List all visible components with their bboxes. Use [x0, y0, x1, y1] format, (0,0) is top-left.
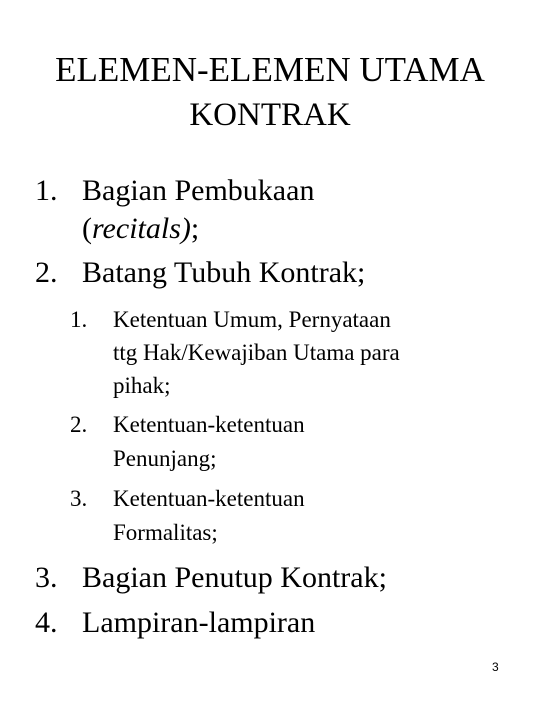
list-item-text: Batang Tubuh Kontrak;: [82, 256, 366, 289]
list-item-text: Lampiran-lampiran: [82, 606, 316, 639]
list-item-number: 3.: [35, 561, 58, 594]
recitals-term: recitals): [92, 212, 191, 245]
sublist-item-2-line-2: Penunjang;: [113, 446, 217, 471]
list-item-number: 1.: [35, 174, 58, 207]
page-number: 3: [492, 660, 499, 674]
list-item-text: Bagian Pembukaan: [82, 174, 315, 207]
sublist-item-text: Ketentuan Umum, Pernyataan: [113, 307, 391, 332]
sublist-item-text: Ketentuan-ketentuan: [113, 486, 305, 511]
sublist-item-number: 3.: [70, 486, 88, 511]
sublist-item-text: Ketentuan-ketentuan: [113, 412, 305, 437]
list-item-1-continuation: [82, 211, 199, 247]
list-item-text: Bagian Penutup Kontrak;: [82, 561, 387, 594]
sublist-item-3-line-2: Formalitas;: [113, 520, 218, 545]
sublist-item-number: 1.: [70, 307, 88, 332]
paren-open: (: [82, 212, 92, 245]
page-subtitle: KONTRAK: [189, 97, 351, 133]
page-title: ELEMEN-ELEMEN UTAMA: [55, 50, 485, 89]
list-item-number: 4.: [35, 606, 58, 639]
sublist-item-number: 2.: [70, 412, 88, 437]
list-item-number: 2.: [35, 256, 58, 289]
sublist-item-1-line-2: ttg Hak/Kewajiban Utama para: [113, 340, 400, 365]
semicolon: ;: [190, 212, 200, 245]
sublist-item-1-line-3: pihak;: [113, 373, 171, 398]
